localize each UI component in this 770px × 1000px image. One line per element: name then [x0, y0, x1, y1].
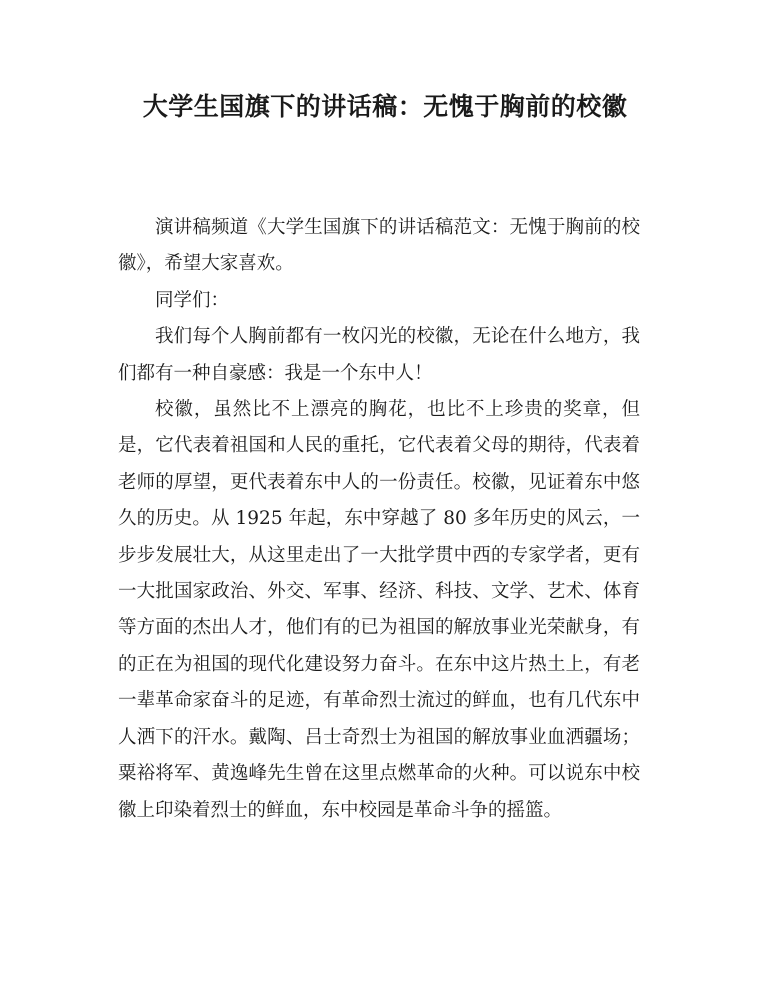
document-title: 大学生国旗下的讲话稿：无愧于胸前的校徽 [142, 92, 628, 121]
paragraph-salutation: 同学们： [155, 289, 230, 311]
paragraph-badge-pride: 我们每个人胸前都有一枚闪光的校徽，无论在什么地方，我们都有一种自豪感：我是一个东中人！ [118, 326, 640, 384]
paragraph-badge-history: 校徽，虽然比不上漂亮的胸花，也比不上珍贵的奖章，但是，它代表着祖国和人民的重托，它代表着父母的期待，代表着老师的厚望，更代表着东中人的一份责任。校徽，见证着东中悠久的历史。从 1925 年起，东中穿越了 80 多年历史的风云，一步步发展壮大，从这里走出了一大批学贯中西的专家学者，更有一大批国家政治、外交、军事、经济、科技、文学、艺术、体育等方面的杰出人才，他们有的已为祖国的解放事业光荣献身，有的正在为祖国的现代化建设努力奋斗。在东中这片热土上，有老一辈革命家奋斗的足迹，有革命烈士流过的鲜血，也有几代东中人洒下的汗水。戴陶、吕士奇烈士为祖国的解放事业血洒疆场；粟裕将军、黄逸峰先生曾在这里点燃革命的火种。可以说东中校徽上印染着烈士的鲜血，东中校园是革命斗争的摇篮。 [118, 399, 640, 821]
document-body [118, 210, 640, 829]
paragraph-intro: 演讲稿频道《大学生国旗下的讲话稿范文：无愧于胸前的校徽》，希望大家喜欢。 [118, 217, 640, 275]
